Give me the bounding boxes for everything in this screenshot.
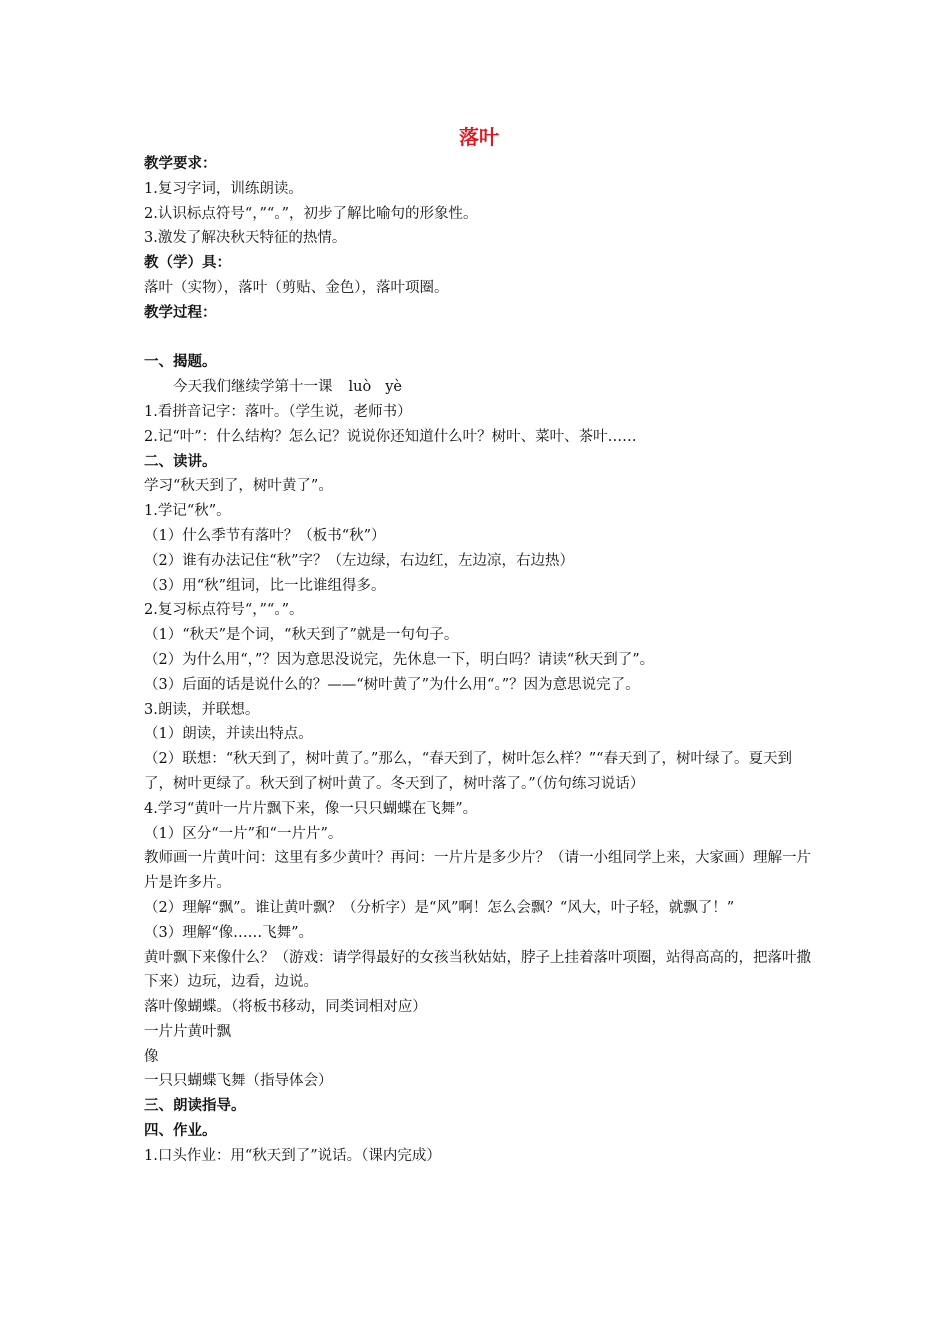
teacher-paragraph: 教师画一片黄叶问：这里有多少黄叶？再问：一片片是多少片？（请一小组同学上来，大家画）理解一片片是许多片。 — [144, 850, 811, 892]
part2-heading: 二、读讲。 — [144, 452, 217, 470]
requirement-item: 2.认识标点符号“，”“。”，初步了解比喻句的形象性。 — [144, 205, 478, 222]
requirement-item: 1.复习字词，训练朗读。 — [144, 180, 303, 197]
requirements-heading: 教学要求： — [144, 155, 217, 172]
pinyin-luo: luò — [348, 379, 372, 396]
tools-list: 落叶（实物），落叶（剪贴、金色），落叶项圈。 — [144, 279, 449, 296]
part2-line: （2）为什么用“，”？因为意思没说完，先休息一下，明白吗？请读“秋天到了”。 — [144, 651, 655, 668]
part2-line: （3）用“秋”组词，比一比谁组得多。 — [144, 577, 386, 594]
part2-line: （1）“秋天”是个词，“秋天到了”就是一句句子。 — [144, 627, 459, 644]
part1-heading: 一、揭题。 — [144, 353, 217, 371]
part2-line: （2）谁有办法记住“秋”字？（左边绿，右边红，左边凉，右边热） — [144, 552, 575, 569]
part2-line: 学习“秋天到了，树叶黄了”。 — [144, 478, 333, 495]
part2-line: （1）朗读，并读出特点。 — [144, 726, 313, 743]
requirement-item: 3.激发了解决秋天特征的热情。 — [144, 230, 347, 247]
document-page — [144, 122, 814, 1169]
part2-line: 一片片黄叶飘 — [144, 1023, 231, 1040]
part1-intro: 今天我们继续学第十一课 — [173, 379, 333, 396]
piao-paragraph: （2）理解“飘”。谁让黄叶飘？（分析字）是“风”啊！怎么会飘？“风大，叶子轻，就飘了！” — [144, 899, 735, 916]
part2-line: 2.复习标点符号“，”“。”。 — [144, 602, 304, 619]
part1-intro-line — [144, 375, 814, 400]
document-title: 落叶 — [459, 125, 499, 149]
part1-line: 1.看拼音记字：落叶。（学生说，老师书） — [144, 403, 412, 420]
game-paragraph: 黄叶飘下来像什么？（游戏：请学得最好的女孩当秋姑姑，脖子上挂着落叶项圈，站得高高的，把落叶撒下来）边玩，边看，边说。 — [144, 949, 811, 991]
part3-heading: 三、朗读指导。 — [144, 1097, 246, 1115]
part2-line: （3）理解“像……飞舞”。 — [144, 924, 314, 941]
part2-line: 1.学记“秋”。 — [144, 503, 231, 520]
part2-line: 3.朗读，并联想。 — [144, 701, 260, 718]
part1-line: 2.记“叶”：什么结构？怎么记？说说你还知道什么叶？树叶、菜叶、茶叶…… — [144, 428, 637, 445]
part2-line: 4.学习“黄叶一片片飘下来，像一只只蝴蝶在飞舞”。 — [144, 800, 478, 817]
part2-line: （1）区分“一片”和“一片片”。 — [144, 825, 343, 842]
process-heading: 教学过程： — [144, 303, 217, 321]
part2-line: （3）后面的话是说什么的？——“树叶黄了”为什么用“。”？因为意思说完了。 — [144, 676, 640, 693]
part4-line: 1.口头作业：用“秋天到了”说话。（课内完成） — [144, 1147, 441, 1164]
part2-line: 落叶像蝴蝶。（将板书移动，同类词相对应） — [144, 999, 427, 1016]
associate-paragraph: （2）联想：“秋天到了，树叶黄了。”那么，“春天到了，树叶怎么样？”“春天到了，树叶绿了。夏天到了，树叶更绿了。秋天到了树叶黄了。冬天到了，树叶落了。”（仿句练习说话） — [144, 751, 793, 792]
tools-heading: 教（学）具： — [144, 254, 231, 272]
part2-line: 像 — [144, 1048, 159, 1065]
blank-line — [144, 326, 814, 351]
part4-heading: 四、作业。 — [144, 1122, 217, 1140]
part2-line: 一只只蝴蝶飞舞（指导体会） — [144, 1073, 333, 1090]
pinyin-ye: yè — [385, 379, 402, 396]
part2-line: （1）什么季节有落叶？（板书“秋”） — [144, 527, 386, 544]
